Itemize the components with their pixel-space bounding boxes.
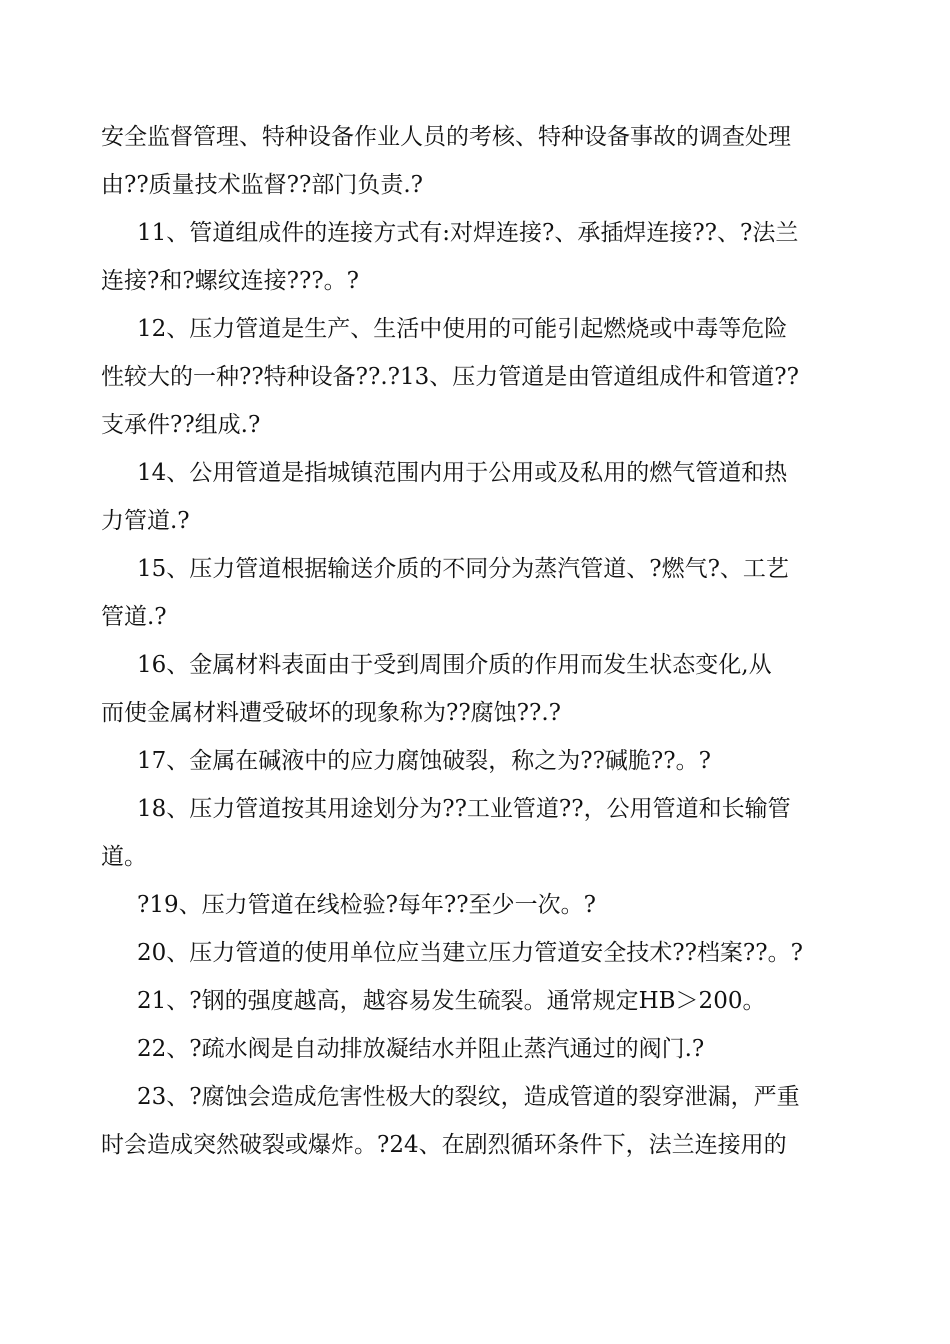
text-line: 11、管道组成件的连接方式有:对焊连接?、承插焊连接??、?法兰 [137, 220, 799, 246]
document-body [101, 113, 861, 1169]
text-line: 力管道.? [101, 508, 190, 534]
text-line: 21、?钢的强度越高，越容易发生硫裂。通常规定HB＞200。 [137, 988, 766, 1014]
text-line: 20、压力管道的使用单位应当建立压力管道安全技术??档案??。? [137, 940, 803, 966]
text-line: 管道.? [101, 604, 167, 630]
text-line: 性较大的一种??特种设备??.?13、压力管道是由管道组成件和管道?? [101, 364, 799, 390]
text-line: 连接?和?螺纹连接???。? [101, 268, 359, 294]
text-line: 22、?疏水阀是自动排放凝结水并阻止蒸汽通过的阀门.? [137, 1036, 705, 1062]
text-line: 支承件??组成.? [101, 412, 261, 438]
text-line: 而使金属材料遭受破坏的现象称为??腐蚀??.? [101, 700, 561, 726]
text-line: 安全监督管理、特种设备作业人员的考核、特种设备事故的调查处理 [101, 124, 791, 150]
text-line: ?19、压力管道在线检验?每年??至少一次。? [137, 892, 596, 918]
text-line: 18、压力管道按其用途划分为??工业管道??，公用管道和长输管 [137, 796, 791, 822]
text-line: 14、公用管道是指城镇范围内用于公用或及私用的燃气管道和热 [137, 460, 788, 486]
text-line: 由??质量技术监督??部门负责.? [101, 172, 423, 198]
text-line: 12、压力管道是生产、生活中使用的可能引起燃烧或中毒等危险 [137, 316, 788, 342]
text-line: 17、金属在碱液中的应力腐蚀破裂，称之为??碱脆??。? [137, 748, 711, 774]
text-line: 时会造成突然破裂或爆炸。?24、在剧烈循环条件下，法兰连接用的 [101, 1132, 787, 1158]
text-line: 23、?腐蚀会造成危害性极大的裂纹，造成管道的裂穿泄漏，严重 [137, 1084, 800, 1110]
text-line: 15、压力管道根据输送介质的不同分为蒸汽管道、?燃气?、工艺 [137, 556, 789, 582]
text-line: 道。 [101, 844, 147, 870]
text-line: 16、金属材料表面由于受到周围介质的作用而发生状态变化,从 [137, 652, 772, 678]
